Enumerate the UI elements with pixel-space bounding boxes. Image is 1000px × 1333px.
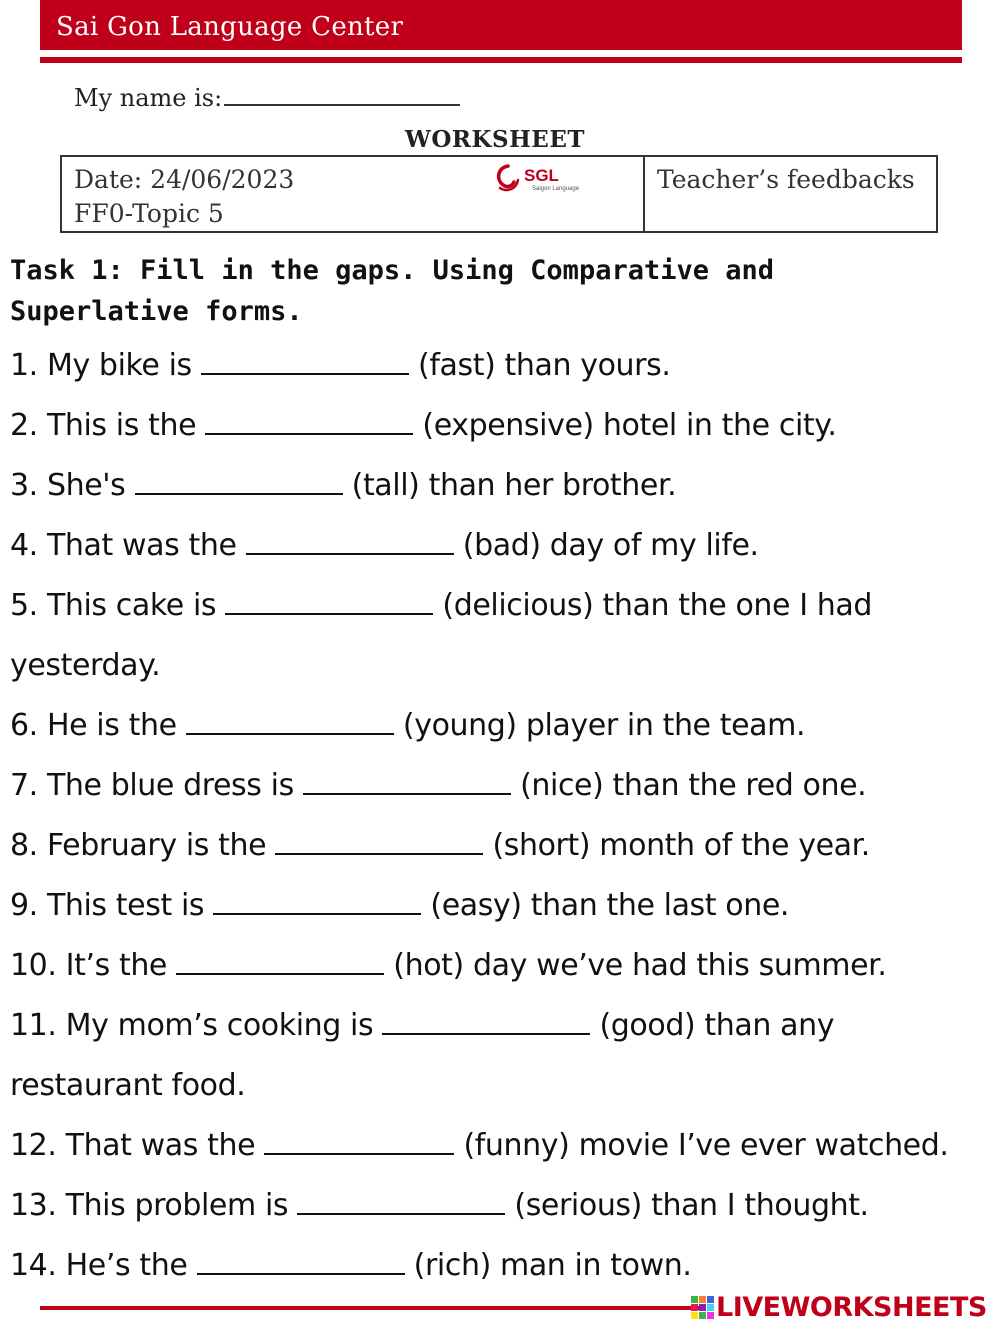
worksheet-title: WORKSHEET — [405, 126, 585, 153]
task-title-line-1: Task 1: Fill in the gaps. Using Comparative and — [10, 255, 775, 286]
answer-blank[interactable] — [382, 1009, 590, 1035]
info-table — [60, 155, 938, 233]
date-line: Date: 24/06/2023 — [74, 165, 295, 194]
exercise-line: 1. My bike is (fast) than yours. — [10, 348, 671, 383]
footer-divider — [40, 1306, 700, 1310]
topic-line: FF0-Topic 5 — [74, 199, 224, 228]
info-cell-right — [645, 157, 936, 231]
name-label: My name is: — [74, 84, 223, 112]
answer-blank[interactable] — [205, 409, 413, 435]
task-title-line-2: Superlative forms. — [10, 296, 303, 327]
exercise-line: 13. This problem is (serious) than I thought. — [10, 1188, 869, 1223]
exercise-line: 9. This test is (easy) than the last one. — [10, 888, 790, 923]
sgl-logo — [494, 162, 589, 194]
exercise-line-continued: restaurant food. — [10, 1068, 246, 1103]
exercise-line: 7. The blue dress is (nice) than the red one. — [10, 768, 867, 803]
exercise-line: 2. This is the (expensive) hotel in the city. — [10, 408, 837, 443]
exercise-line: 5. This cake is (delicious) than the one I had — [10, 588, 873, 623]
center-name: Sai Gon Language Center — [56, 12, 404, 42]
exercise-line: 11. My mom’s cooking is (good) than any — [10, 1008, 835, 1043]
answer-blank[interactable] — [246, 529, 454, 555]
exercise-line: 10. It’s the (hot) day we’ve had this summer. — [10, 948, 887, 983]
task-title — [10, 250, 910, 332]
exercise-line: 12. That was the (funny) movie I’ve ever watched. — [10, 1128, 949, 1163]
info-cell-left — [62, 157, 645, 231]
answer-blank[interactable] — [303, 769, 511, 795]
liveworksheets-icon — [690, 1294, 716, 1322]
liveworksheets-text: LIVEWORKSHEETS — [716, 1292, 987, 1323]
exercise-line: 14. He’s the (rich) man in town. — [10, 1248, 692, 1283]
answer-blank[interactable] — [275, 829, 483, 855]
exercise-line: 6. He is the (young) player in the team. — [10, 708, 806, 743]
answer-blank[interactable] — [135, 469, 343, 495]
answer-blank[interactable] — [213, 889, 421, 915]
answer-blank[interactable] — [264, 1129, 454, 1155]
answer-blank[interactable] — [197, 1249, 405, 1275]
exercise-line: 3. She's (tall) than her brother. — [10, 468, 677, 503]
logo-subtext: Saigon Language — [532, 186, 580, 192]
liveworksheets-logo — [690, 1292, 987, 1323]
answer-blank[interactable] — [225, 589, 433, 615]
answer-blank[interactable] — [186, 709, 394, 735]
exercise-line: 8. February is the (short) month of the year. — [10, 828, 870, 863]
answer-blank[interactable] — [201, 349, 409, 375]
answer-blank[interactable] — [297, 1189, 505, 1215]
exercise-line-continued: yesterday. — [10, 648, 161, 683]
feedback-label: Teacher’s feedbacks — [657, 165, 915, 194]
name-row — [74, 82, 460, 112]
header-divider — [40, 57, 962, 63]
logo-text: SGL — [524, 166, 559, 185]
exercise-line: 4. That was the (bad) day of my life. — [10, 528, 759, 563]
name-blank[interactable] — [224, 82, 460, 106]
answer-blank[interactable] — [176, 949, 384, 975]
